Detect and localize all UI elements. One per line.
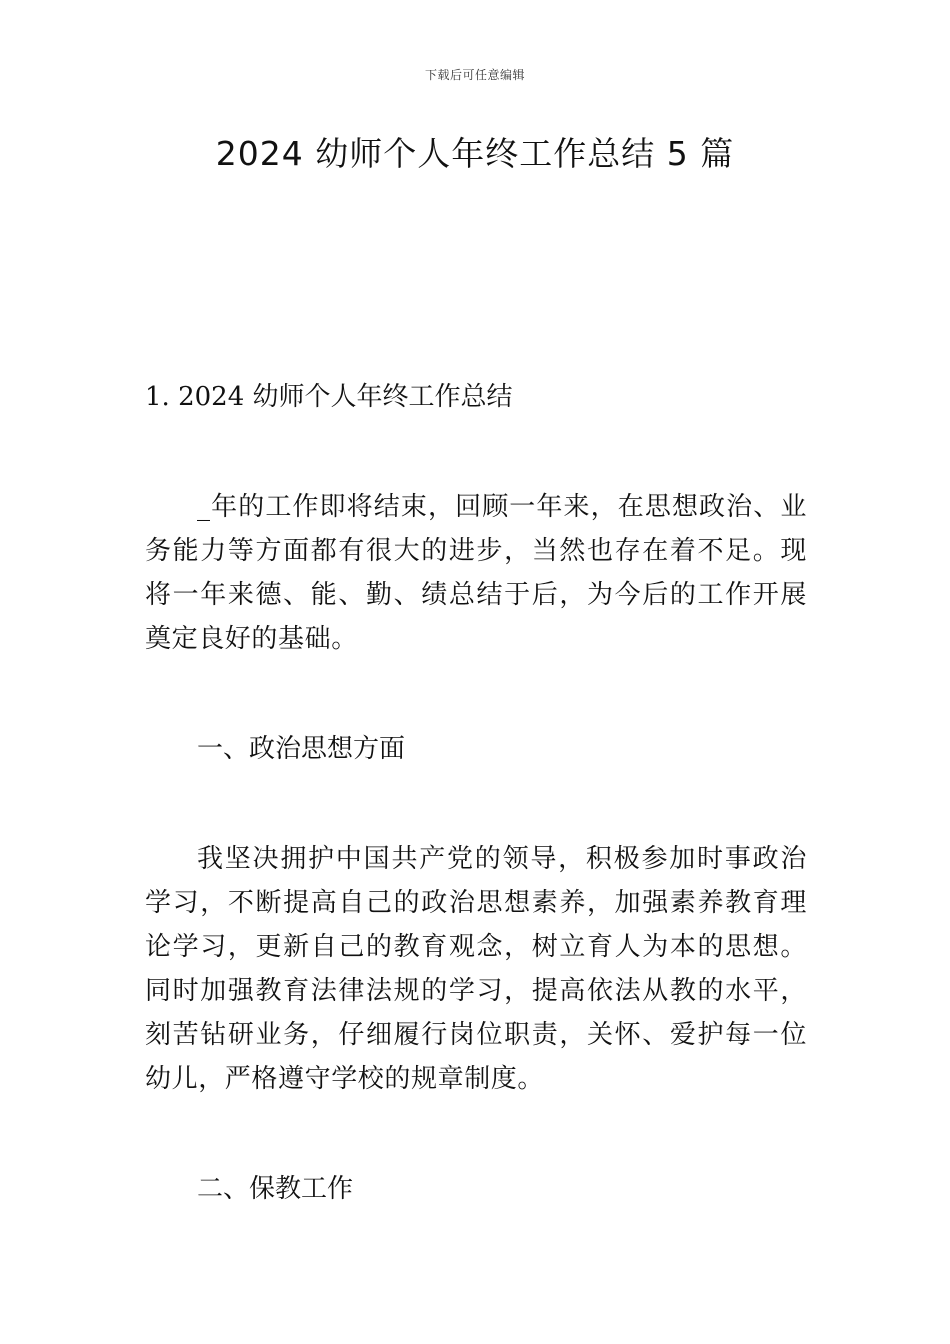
heading-care-education: 二、保教工作 [197,1174,354,1204]
section-title: 1. 2024 幼师个人年终工作总结 [145,382,513,412]
intro-paragraph: _年的工作即将结束，回顾一年来，在思想政治、业务能力等方面都有很大的进步，当然也存在着不足。现将一年来德、能、勤、绩总结于后，为今后的工作开展奠定良好的基础。 [145,492,807,654]
document-body [145,375,807,1211]
document-title: 2024 幼师个人年终工作总结 5 篇 [215,134,735,173]
download-note: 下载后可任意编辑 [424,68,525,82]
heading-political-thought: 一、政治思想方面 [197,734,406,764]
political-thought-paragraph: 我坚决拥护中国共产党的领导，积极参加时事政治学习，不断提高自己的政治思想素养，加强素养教育理论学习，更新自己的教育观念，树立育人为本的思想。同时加强教育法律法规的学习，提高依法从教的水平，刻苦钻研业务，仔细履行岗位职责，关怀、爱护每一位幼儿，严格遵守学校的规章制度。 [145,844,807,1094]
